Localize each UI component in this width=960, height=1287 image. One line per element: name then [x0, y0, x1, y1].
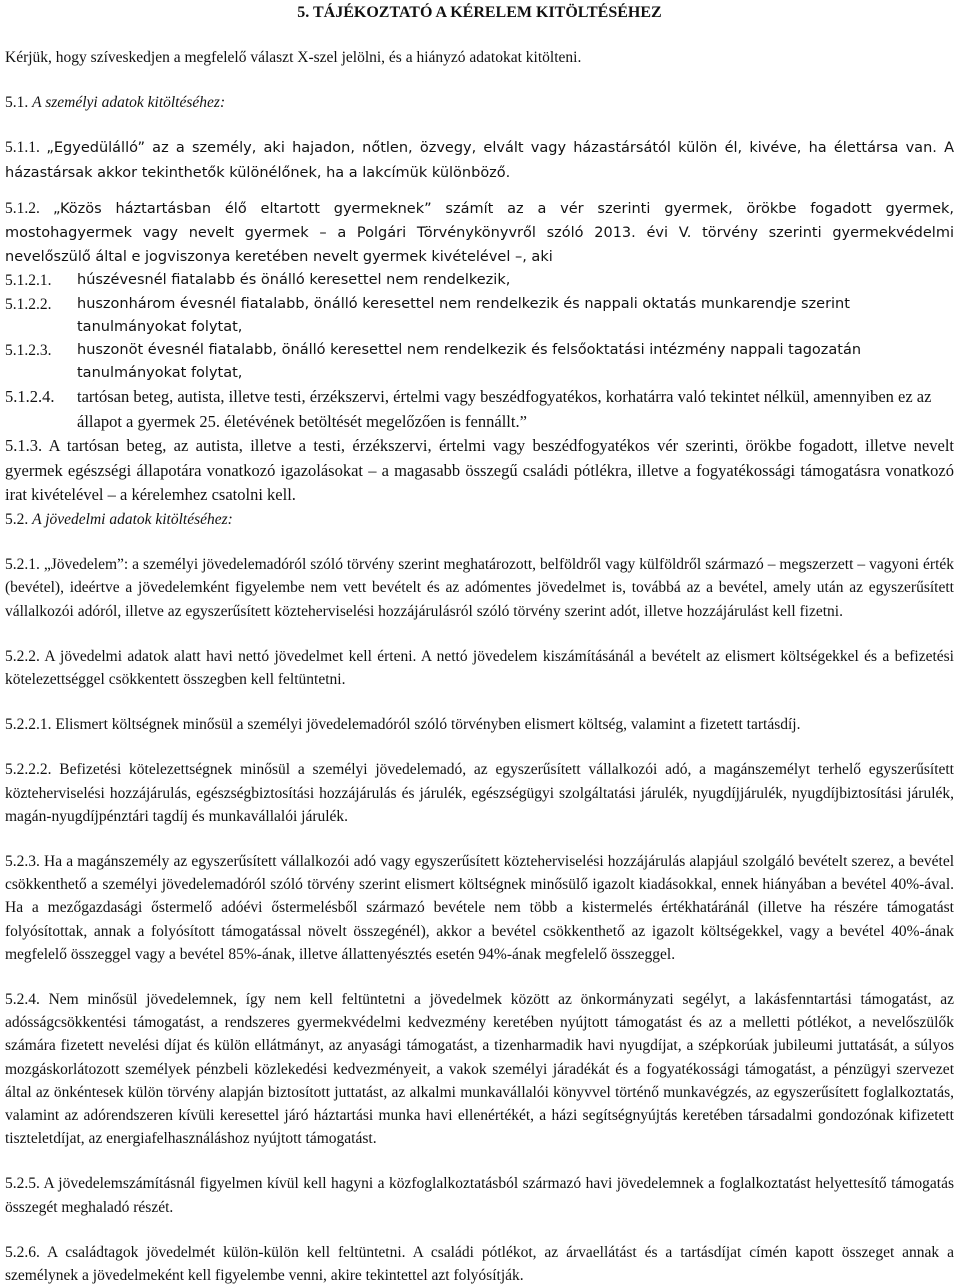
section-heading: A személyi adatok kitöltéséhez: [32, 94, 226, 112]
section-5-1-3 [5, 434, 954, 508]
section-number: 5.2.6. [5, 1243, 40, 1261]
section-text: A tartósan beteg, az autista, illetve a testi, érzékszervi, értelmi vagy beszédfogyatékos vér szerinti, örökbe fogadott, illetve nevelt gyermek egészségi állapotára vonatkozó igazolásokat – a magasabb összegű családi pótlékra, illetve a fogyatékossági támogatásra vonatkozó irat kivételével – a kérelemhez csatolni kell. [5, 436, 954, 505]
section-5-2-3 [5, 850, 954, 966]
section-number: 5.2.2.1. [5, 716, 52, 734]
section-text: A jövedelemszámításnál figyelmen kívül kell hagyni a közfoglalkoztatásból származó havi jövedelemnek a foglalkoztatást helyettesítő támogatás összegét meghaladó részét. [5, 1175, 954, 1216]
section-5-2-6 [5, 1241, 954, 1287]
section-5-1-2-1 [5, 269, 954, 292]
section-text: Elismert költségnek minősül a személyi jövedelemadóról szóló törvényben elismert költség, valamint a fizetett tartásdíj. [55, 716, 801, 734]
section-5-2 [5, 508, 954, 531]
section-number: 5.1.3. [5, 436, 43, 456]
section-number: 5.1.2.1. [5, 272, 52, 290]
section-5-1-2 [5, 197, 954, 270]
section-text: „Közös háztartásban élő eltartott gyermeknek” számít az a vér szerinti gyermek, örökbe fogadott gyermek, mostohagyermek vagy nevelt gyermek – a Polgári Törvénykönyvről szóló 2013. évi V. törvény szerinti gyermekvédelmi nevelőszülő által e jogviszonya keretében nevelt gyermek kivételével –, aki [5, 200, 954, 266]
section-number: 5.2.2.2. [5, 761, 52, 779]
section-5-1-2-3 [5, 339, 954, 385]
section-5-1-2-2 [5, 293, 954, 339]
section-text: „Jövedelem”: a személyi jövedelemadóról szóló törvény szerint meghatározott, belföldről vagy külföldről származó – megszerzett – vagyoni érték (bevétel), ideértve a jövedelemként figyelembe nem vett bevételt és az adómentes jövedelmet is, továbbá az a bevétel, amely után az egyszerűsített vállalkozói adóról, illetve az egyszerűsített közteherviselési hozzájárulásról szóló törvény szerint adót, illetve hozzájárulást kell fizetni. [5, 556, 955, 620]
section-number: 5.1. [5, 94, 29, 112]
section-number: 5.2. [5, 510, 29, 528]
section-text: huszonöt évesnél fiatalabb, önálló keresettel nem rendelkezik és felsőoktatási intézmény nappali tagozatán tanulmányokat folytat, [77, 342, 862, 382]
section-text: húszévesnél fiatalabb és önálló keresettel nem rendelkezik, [77, 272, 511, 289]
page-title: 5. TÁJÉKOZTATÓ A KÉRELEM KITÖLTÉSÉHEZ [297, 4, 662, 21]
section-heading: A jövedelmi adatok kitöltéséhez: [32, 510, 233, 528]
section-5-2-1 [5, 553, 954, 623]
section-text: Befizetési kötelezettségnek minősül a személyi jövedelemadó, az egyszerűsített vállalkozói adó, a magánszemélyt terhelő egyszerűsített közteherviselési hozzájárulás, egészségbiztosítási hozzájárulás és járulék, egészségügyi szolgáltatási járulék, nyugdíjjárulék, nyugdíjbiztosítási járulék, magán-nyugdíjpénztári tagdíj és munkavállalói járulék. [5, 761, 954, 825]
section-number: 5.1.2. [5, 199, 40, 217]
section-5-1-1 [5, 136, 954, 184]
section-text: „Egyedülálló” az a személy, aki hajadon, nőtlen, özvegy, elvált vagy házastársától külön él, kivéve, ha élettársa van. A házastársak akkor tekinthetők különélőnek, ha a lakcímük különböző. [5, 140, 955, 181]
intro-text: Kérjük, hogy szíveskedjen a megfelelő választ X-szel jelölni, és a hiányzó adatokat kitölteni. [5, 49, 582, 66]
section-5-2-5 [5, 1172, 954, 1218]
section-5-2-2-1 [5, 713, 954, 736]
section-number: 5.1.2.3. [5, 342, 52, 360]
section-5-2-2 [5, 645, 954, 691]
section-text: tartósan beteg, autista, illetve testi, érzékszervi, értelmi vagy beszédfogyatékos, korhatárra való tekintet nélkül, amennyiben ez az állapot a gyermek 25. életévének betöltését megelőzően is fennállt.” [77, 387, 932, 431]
section-5-1 [5, 91, 954, 114]
section-number: 5.2.1. [5, 556, 40, 574]
section-number: 5.2.3. [5, 852, 40, 870]
section-5-2-4 [5, 988, 954, 1150]
section-5-1-2-4 [5, 385, 954, 434]
section-number: 5.2.2. [5, 647, 40, 665]
section-number: 5.1.2.4. [5, 387, 55, 407]
section-number: 5.1.1. [5, 139, 40, 157]
section-text: A jövedelmi adatok alatt havi nettó jövedelmet kell érteni. A nettó jövedelem kiszámításánál a bevételt az elismert költségekkel és a befizetési kötelezettséggel csökkentett összegben kell feltüntetni. [5, 647, 954, 688]
section-number: 5.2.5. [5, 1175, 40, 1193]
section-text: Ha a magánszemély az egyszerűsített vállalkozói adó vagy egyszerűsített közteherviselési hozzájárulás alapjául szolgáló bevételt szerez, a bevétel csökkenthető a személyi jövedelemadóról szóló törvény szerint elismert költségnek minősülő igazolt kiadásokkal, ennek hiányában a bevétel 40%-ával. Ha a mezőgazdasági őstermelő adóévi őstermelésből származó bevétele nem több a kistermelés értékhatáránál (illetve ha részére támogatást folyósítottak, annak a folyósított támogatással növelt összegénél), akkor a bevétel csökkenthető az igazolt költségekkel, vagy a bevétel 40%-ának megfelelő összeggel vagy a bevétel 85%-ának, illetve állattenyésztés esetén 94%-ának megfelelő összeggel. [5, 852, 955, 963]
section-number: 5.1.2.2. [5, 295, 52, 313]
section-text: A családtagok jövedelmét külön-külön kell feltüntetni. A családi pótlékot, az árvaellátást és a tartásdíjat címén kapott összeget annak a személynek a jövedelmeként kell figyelembe venni, akire tekintettel azt folyósítják. [5, 1243, 954, 1285]
section-text: Nem minősül jövedelemnek, így nem kell feltüntetni a jövedelmek között az önkormányzati segélyt, a lakásfenntartási támogatást, az adósságcsökkentési támogatást, a rendszeres gyermekvédelmi kedvezmény keretében nyújtott támogatást és az a melletti pótlékot, a nevelőszülők számára fizetett nevelési díjat és külön ellátmányt, az anyasági támogatást, a tizenharmadik havi nyugdíjat, a szépkorúak jubileumi juttatását, a súlyos mozgáskorlátozott személyek pénzbeli közlekedési kedvezményeit, a vakok személyi járadékát és a fogyatékossági támogatást, a pénzügyi szervezet által az önkéntesek külön törvény alapján biztosított juttatást, az alkalmi munkavállalói könyvvel történő munkavégzés, az egyszerűsített foglalkoztatás, valamint az adórendszeren kívüli keresettel járó háztartási munka havi ellenértékét, a házi segítségnyújtás keretében társadalmi gondozónak kifizetett tiszteletdíjat, az energiafelhasználáshoz nyújtott támogatást. [5, 990, 954, 1148]
section-number: 5.2.4. [5, 990, 40, 1008]
section-text: huszonhárom évesnél fiatalabb, önálló keresettel nem rendelkezik és nappali oktatás munkarendje szerint tanulmányokat folytat, [77, 295, 850, 335]
section-5-2-2-2 [5, 758, 954, 828]
